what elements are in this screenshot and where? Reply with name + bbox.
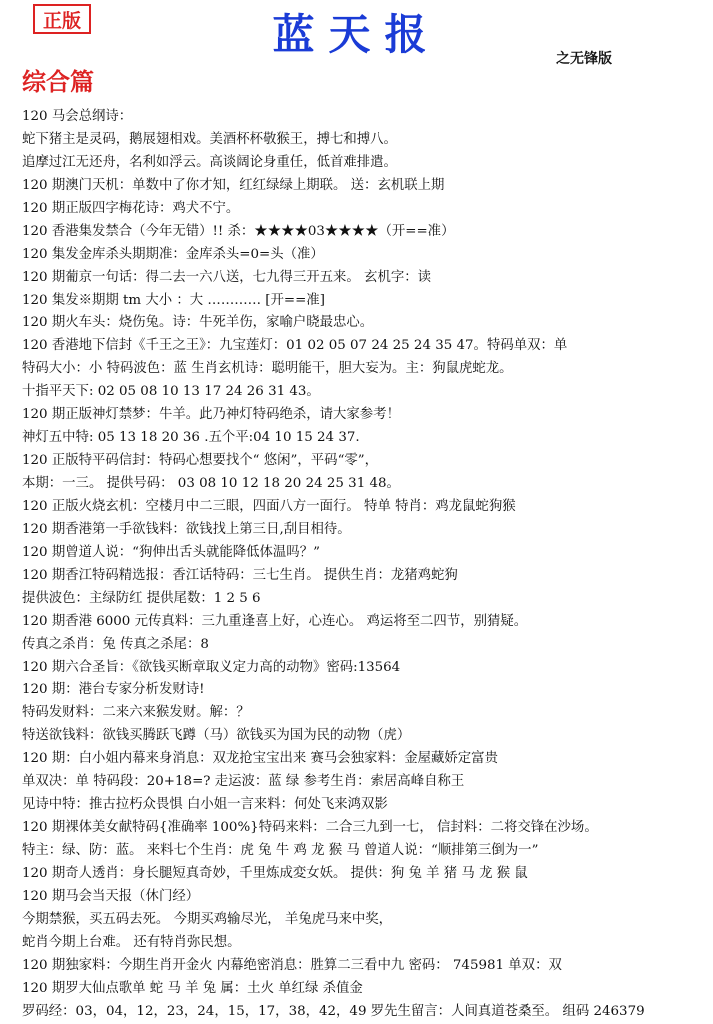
content-line: 120 香港集发禁合（今年无错）!! 杀：★★★★03★★★★（开==准） (22, 223, 455, 239)
content-line: 120 期香江特码精选报：香江话特码：三七生肖。 提供生肖：龙猪鸡蛇狗 (22, 567, 458, 583)
genuine-badge: 正版 (33, 4, 91, 34)
content-line: 120 期火车头：烧伤兔。诗：牛死羊伤，家喻户晓最忠心。 (22, 315, 374, 331)
content-line: 特码发财料：二来六来猴发财。解：？ (22, 705, 250, 721)
content-line: 120 集发※期期 tm 大小 ：大 ………… [开==准] (22, 292, 325, 308)
content-line: 120 期香港第一手欲钱料：欲钱找上第三日,刮目相待。 (22, 521, 351, 537)
content-line: 120 正版火烧玄机：空楼月中二三眼，四面八方一面行。 特单 特肖：鸡龙鼠蛇狗猴 (22, 498, 516, 514)
content-line: 120 期：白小姐内幕来身消息：双龙抢宝宝出来 赛马会独家料：金屋藏娇定富贵 (22, 751, 498, 767)
content-line: 120 期六合圣旨：《欲钱买断章取义定力高的动物》密码:13564 (22, 659, 401, 675)
content-line: 120 集发金库杀头期期准：金库杀头=0=头（准） (22, 246, 324, 262)
content-line: 120 期葡京一句话：得二去一六八送，七九得三开五来。 玄机字：读 (22, 269, 432, 285)
content-line: 提供波色：主绿防红 提供尾数：1 2 5 6 (22, 590, 261, 606)
content-line: 120 期正版神灯禁梦：牛羊。此乃神灯特码绝杀，请大家参考！ (22, 407, 400, 423)
content-line: 120 香港地下信封《千王之王》：九宝莲灯：01 02 05 07 24 25 24 35 47。特码单双：单 (22, 338, 568, 354)
content-line: 本期：一三。 提供号码： 03 08 10 12 18 20 24 25 31 48。 (22, 476, 400, 491)
content-line: 蛇肖今期上台难。 还有特肖弥民想。 (22, 934, 241, 950)
content-line: 罗码经：03，04，12，23，24，15，17，38，42，49 罗先生留言：人间真道苍桑至。 组码 246379 (22, 1003, 645, 1019)
content-lines (22, 106, 707, 1024)
content-line: 120 期裸体美女献特码{准确率 100%}特码来料：二合三九到一七， 信封料：二将交锋在沙场。 (22, 820, 598, 836)
content-line: 今期禁猴，买五码去死。 今期买鸡输尽光， 羊兔虎马来中奖， (22, 911, 393, 927)
content-line: 120 期正版四字梅花诗：鸡犬不宁。 (22, 200, 240, 216)
content-line: 蛇下猪主是灵码，鹅展翅相戏。美酒杯杯敬猴王，搏七和搏八。 (22, 131, 397, 147)
content-line: 120 期罗大仙点歌单 蛇 马 羊 兔 属：土火 单红绿 杀值金 (22, 980, 363, 996)
edition-label: 之无锋版 (556, 51, 612, 67)
content-line: 神灯五中特: 05 13 18 20 36 .五个平:04 10 15 24 37. (22, 430, 360, 446)
page-title: 蓝天报 (272, 10, 441, 59)
content-line: 特主：绿、防：蓝。 来料七个生肖：虎 兔 牛 鸡 龙 猴 马 曾道人说：“顺排第三倒为一” (22, 843, 539, 858)
content-line: 传真之杀肖：兔 传真之杀尾：8 (22, 636, 209, 652)
content-line: 单双决：单 特码段：20+18=? 走运波：蓝 绿 参考生肖：索居高峰自称王 (22, 774, 465, 790)
content-line: 十指平天下: 02 05 08 10 13 17 24 26 31 43。 (22, 384, 320, 400)
content-line: 特送欲钱料：欲钱买腾跃飞蹲（马）欲钱买为国为民的动物（虎） (22, 728, 411, 744)
content-line: 特码大小：小 特码波色：蓝 生肖玄机诗：聪明能干，胆大妄为。主：狗鼠虎蛇龙。 (22, 361, 513, 377)
content-line: 120 期曾道人说：“狗伸出舌头就能降低体温吗？” (22, 544, 320, 560)
content-line: 120 期马会当天报（休门经） (22, 888, 200, 904)
content-line: 120 期香港 6000 元传真料：三九重逢喜上好，心连心。 鸡运将至二四节，别猜疑。 (22, 613, 528, 629)
content-line: 120 期奇人透肖：身长腿短真奇妙，千里炼成変女妖。 提供：狗 兔 羊 猪 马 龙 猴 鼠 (22, 865, 528, 881)
content-line: 120 期澳门天机：单数中了你才知，红红绿绿上期联。 送：玄机联上期 (22, 177, 445, 193)
content-line: 追摩过江无还舟，名利如浮云。高谈阔论身重任，低首难排遣。 (22, 154, 397, 170)
content-line: 120 期独家料：今期生肖开金火 内幕绝密消息：胜算二三看中九 密码： 745981 单双：双 (22, 957, 562, 973)
content-line: 120 正版特平码信封：特码心想要找个“ 悠闲”，平码“零”， (22, 453, 379, 469)
content-line: 见诗中特：推古拉朽众畏惧 白小姐一言来料：何处飞来鸿双影 (22, 797, 388, 813)
content-line: 120 马会总纲诗： (22, 109, 133, 124)
section-heading: 综合篇 (22, 68, 94, 96)
content-line: 120 期：港台专家分析发财诗! (22, 682, 205, 698)
